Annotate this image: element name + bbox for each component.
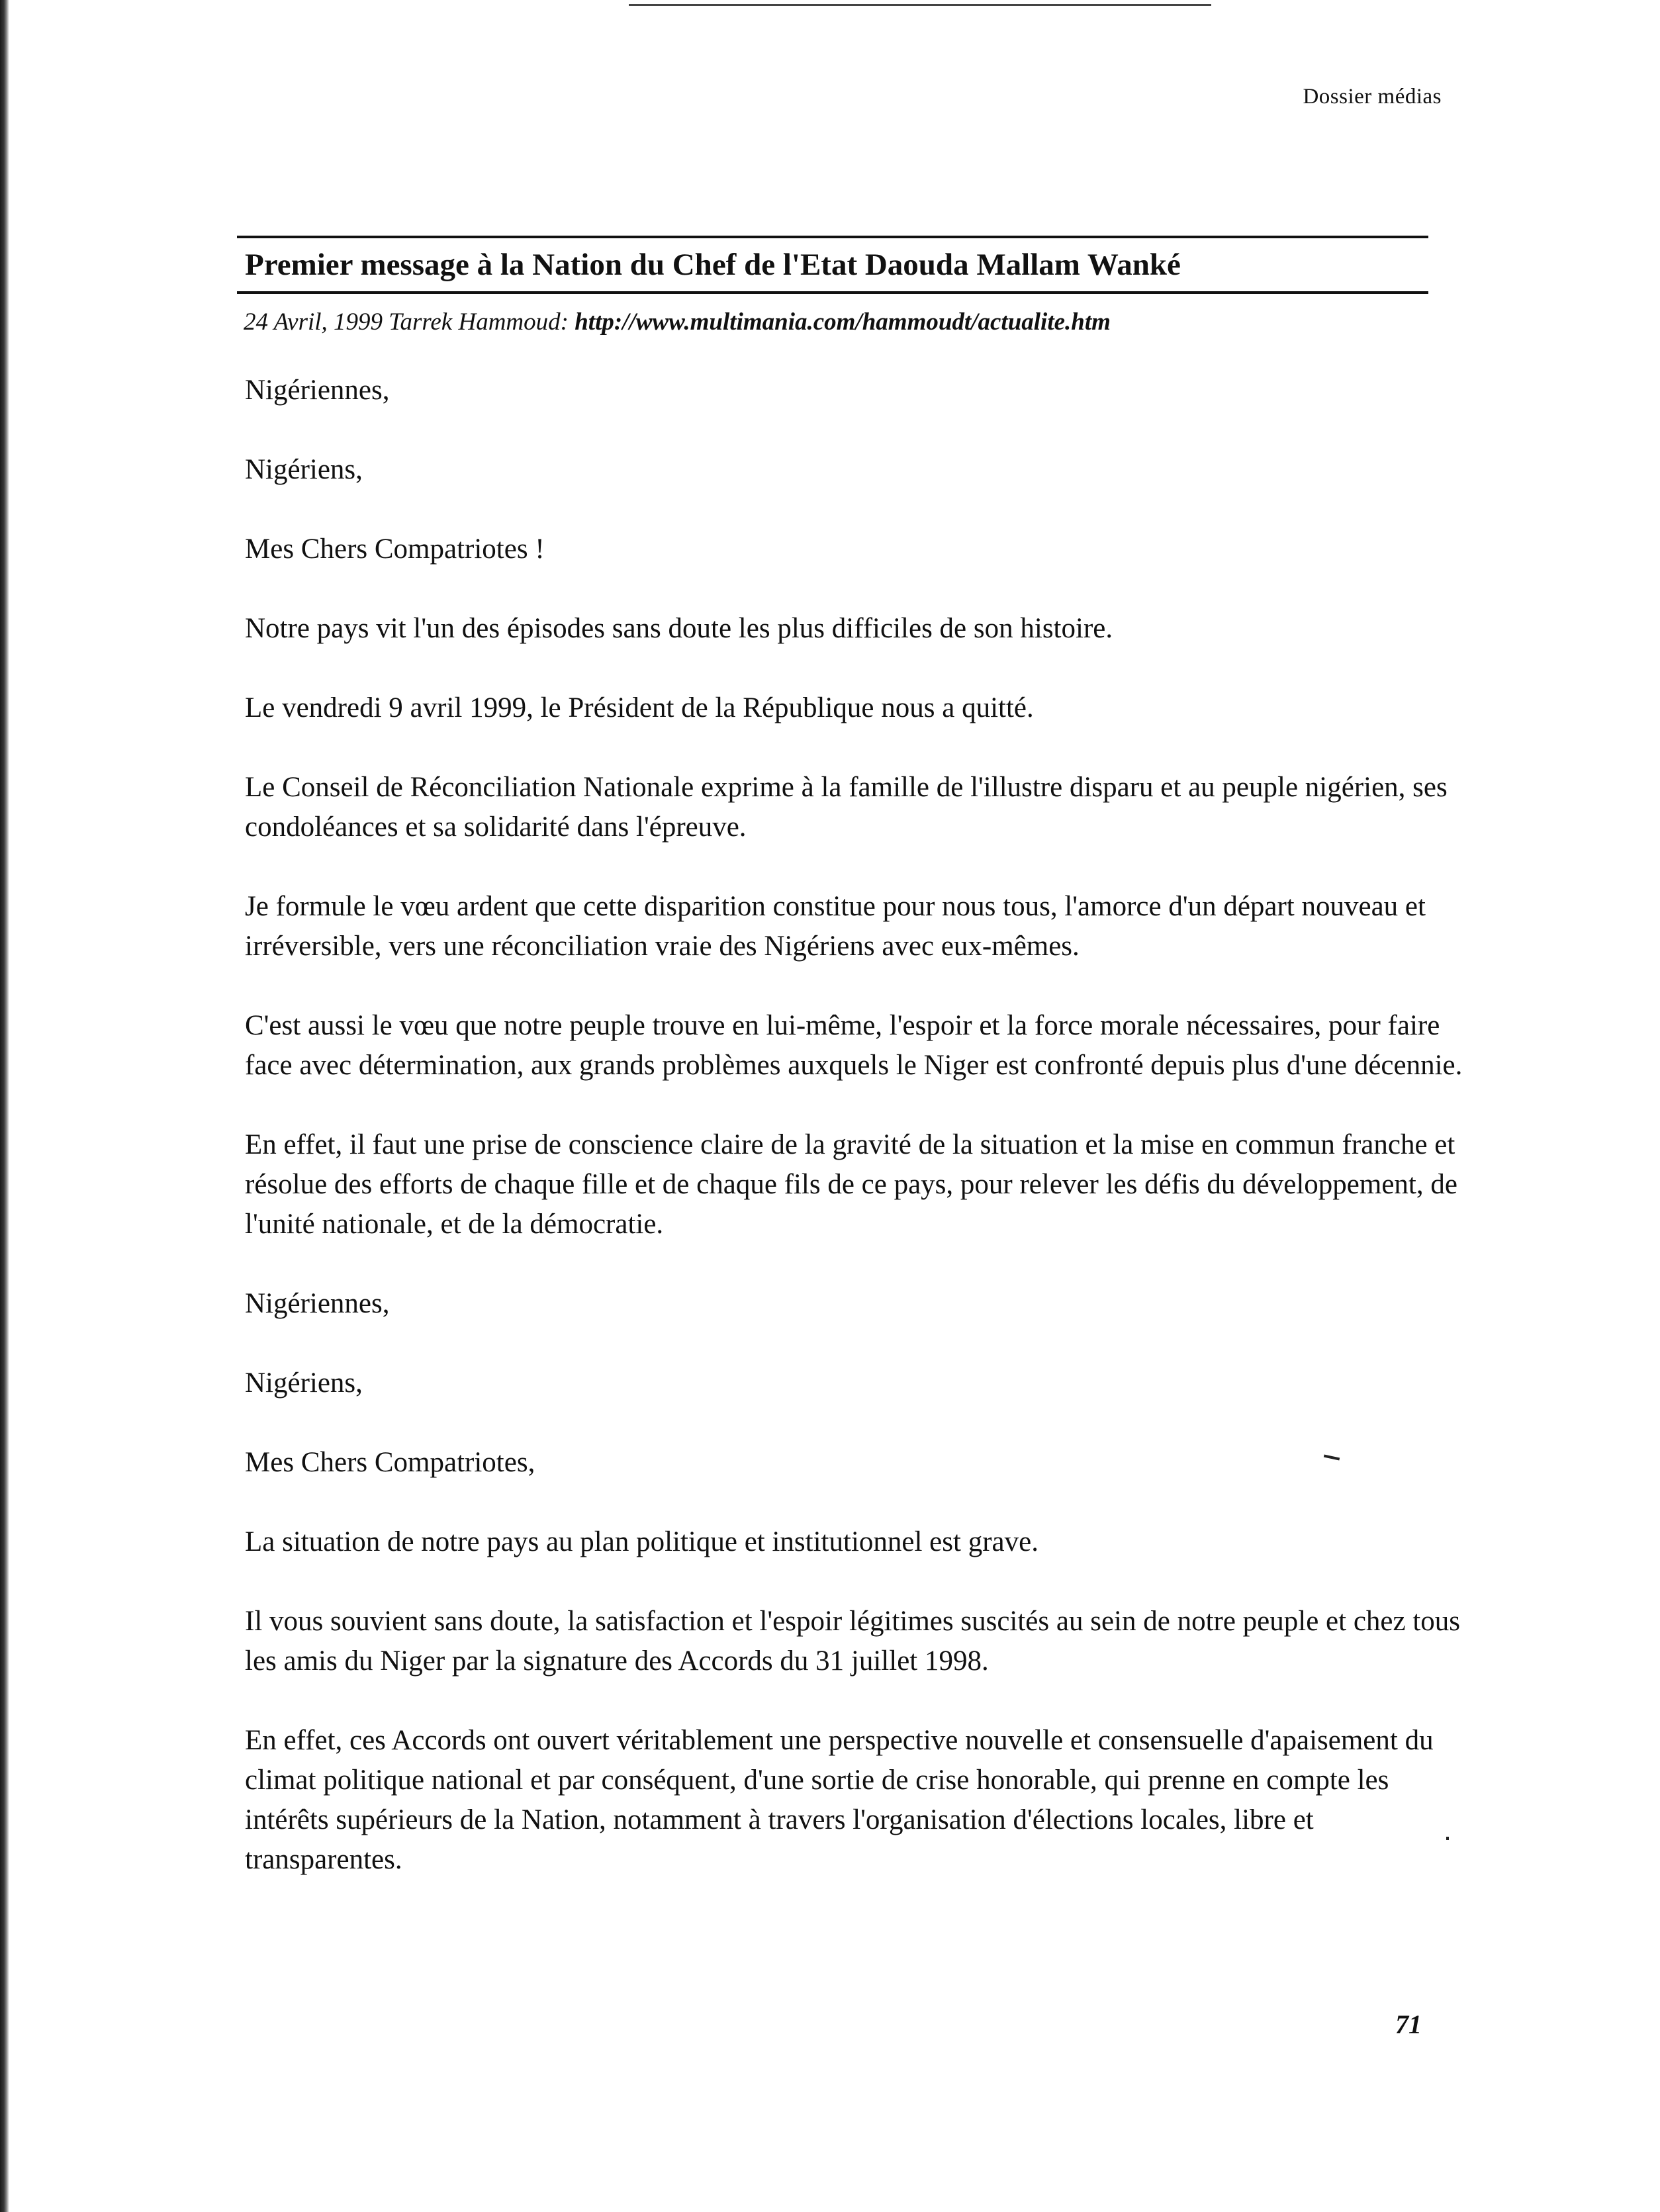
title-bottom-rule	[237, 291, 1428, 294]
page-number: 71	[1395, 2009, 1422, 2039]
paragraph: Il vous souvient sans doute, la satisfaction et l'espoir légitimes suscités au sein de notre peuple et chez tous les amis du Niger par la signature des Accords du 31 juillet 1998.	[245, 1606, 1461, 1677]
article-body	[245, 371, 1463, 1919]
paragraph: Nigériennes,	[245, 1288, 390, 1319]
source-line	[244, 308, 1111, 336]
scan-top-mark	[629, 4, 1211, 6]
paragraph: C'est aussi le vœu que notre peuple trouve en lui-même, l'espoir et la force morale nécessaires, pour faire face avec détermination, aux grands problèmes auxquels le Niger est confronté depuis plus d'une décennie.	[245, 1010, 1463, 1081]
article-title-block	[237, 236, 1428, 294]
paragraph: En effet, ces Accords ont ouvert véritablement une perspective nouvelle et consensuelle d'apaisement du climat politique national et par conséquent, d'une sortie de crise honorable, qui prenne en compte les intérêts supérieurs de la Nation, notamment à travers l'organisation d'élections locales, libre et transparentes.	[245, 1725, 1434, 1875]
paragraph: Mes Chers Compatriotes,	[245, 1447, 535, 1478]
paragraph: En effet, il faut une prise de conscience claire de la gravité de la situation et la mise en commun franche et résolue des efforts de chaque fille et de chaque fils de ce pays, pour relever les défis du développement, de l'unité nationale, et de la démocratie.	[245, 1129, 1457, 1240]
paragraph: Je formule le vœu ardent que cette disparition constitue pour nous tous, l'amorce d'un départ nouveau et irréversible, vers une réconciliation vraie des Nigériens avec eux-mêmes.	[245, 891, 1426, 962]
paragraph: Nigériens,	[245, 454, 363, 485]
article-title: Premier message à la Nation du Chef de l'Etat Daouda Mallam Wanké	[245, 248, 1181, 282]
scan-left-edge	[0, 0, 9, 2212]
paragraph: Nigériens,	[245, 1367, 363, 1399]
source-author: Tarrek Hammoud:	[389, 308, 569, 336]
scan-speck	[1446, 1837, 1449, 1840]
paragraph: Mes Chers Compatriotes !	[245, 533, 545, 565]
paragraph: Le vendredi 9 avril 1999, le Président de la République nous a quitté.	[245, 692, 1034, 723]
paragraph: Notre pays vit l'un des épisodes sans doute les plus difficiles de son histoire.	[245, 613, 1113, 644]
source-url: http://www.multimania.com/hammoudt/actualite.htm	[575, 308, 1111, 336]
source-date: 24 Avril, 1999	[244, 308, 383, 336]
paragraph: Le Conseil de Réconciliation Nationale exprime à la famille de l'illustre disparu et au peuple nigérien, ses condoléances et sa solidarité dans l'épreuve.	[245, 772, 1448, 843]
paragraph: La situation de notre pays au plan politique et institutionnel est grave.	[245, 1526, 1038, 1557]
running-header: Dossier médias	[1303, 85, 1442, 109]
paragraph: Nigériennes,	[245, 375, 390, 406]
